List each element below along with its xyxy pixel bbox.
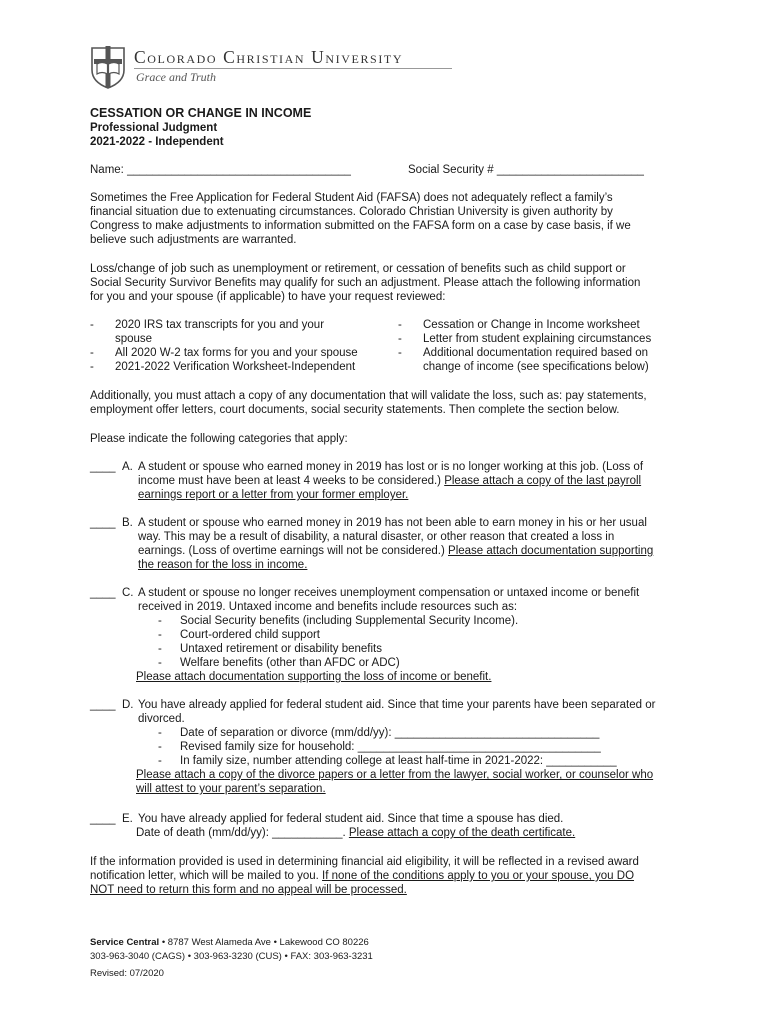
footer-phones: 303-963-3040 (CAGS) • 303-963-3230 (CUS) • FAX: 303-963-3231 xyxy=(90,951,373,962)
loss-line: Loss/change of job such as unemployment or retirement, or cessation of benefits such as child support or xyxy=(90,263,626,275)
category-text: income must have been at least 4 weeks to be considered.) xyxy=(138,475,445,487)
closing-emphasis: NOT need to return this form and no appeal will be processed. xyxy=(90,884,407,896)
category-text: You have already applied for federal student aid. Since that time a spouse has died. xyxy=(138,813,564,825)
bullet-dash: - xyxy=(90,319,94,331)
additional-line: employment offer letters, court documents, social security statements. Then complete the section below. xyxy=(90,404,620,416)
list-item xyxy=(90,642,690,656)
university-name: Colorado Christian University xyxy=(134,47,404,67)
footer-office: Service Central xyxy=(90,937,160,948)
list-item xyxy=(90,614,690,628)
category-instruction: earnings report or a letter from your former employer. xyxy=(138,489,409,501)
bullet-dash: - xyxy=(90,361,94,373)
category-label: B. xyxy=(122,517,133,529)
bullet-dash: - xyxy=(398,333,402,345)
list-item xyxy=(90,332,380,346)
category-text: A student or spouse no longer receives unemployment compensation or untaxed income or benefit xyxy=(138,587,640,599)
bullet-dash: - xyxy=(158,755,162,767)
category-b xyxy=(90,516,690,572)
category-instruction: the reason for the loss in income. xyxy=(138,559,308,571)
list-item-text: Social Security benefits (including Supplemental Security Income). xyxy=(180,615,519,627)
list-item-text: Cessation or Change in Income worksheet xyxy=(423,319,640,331)
bullet-spacer xyxy=(90,332,115,346)
intro-line: Sometimes the Free Application for Federal Student Aid (FAFSA) does not adequately reflect a family’s xyxy=(90,192,613,204)
list-item xyxy=(398,332,698,346)
list-item xyxy=(90,656,690,670)
category-label: C. xyxy=(122,587,134,599)
closing-line: notification letter, which will be mailed to you. xyxy=(90,870,323,882)
bullet-spacer xyxy=(398,360,423,374)
category-instruction: Please attach a copy of the death certificate. xyxy=(348,827,576,839)
revised-date: Revised: 07/2020 xyxy=(90,968,164,979)
category-instruction: Please attach a copy of the last payroll xyxy=(444,475,642,487)
category-label: E. xyxy=(122,813,133,825)
additional-line: Additionally, you must attach a copy of any documentation that will validate the loss, such as: pay statements, xyxy=(90,390,647,402)
category-label: A. xyxy=(122,461,133,473)
category-instruction: Please attach documentation supporting the loss of income or benefit. xyxy=(136,671,492,683)
additional-paragraph xyxy=(90,389,690,417)
category-text: A student or spouse who earned money in 2019 has lost or is no longer working at this job. (Loss of xyxy=(138,461,644,473)
intro-line: financial situation due to extenuating circumstances. Colorado Christian University is given authority by xyxy=(90,206,613,218)
list-item-text: Court-ordered child support xyxy=(180,629,320,641)
loss-line: Social Security Survivor Benefits may qualify for such an adjustment. Please attach the following information xyxy=(90,277,641,289)
bullet-dash: - xyxy=(158,727,162,739)
intro-paragraph xyxy=(90,191,690,247)
list-item xyxy=(90,318,380,332)
separation-date-field[interactable]: Date of separation or divorce (mm/dd/yy): ________________________________ xyxy=(180,727,600,739)
category-instruction: will attest to your parent’s separation. xyxy=(136,783,326,795)
list-item-text: change of income (see specifications below) xyxy=(423,361,649,373)
bible-shield-icon xyxy=(88,44,128,90)
list-item xyxy=(90,740,690,754)
category-label: D. xyxy=(122,699,134,711)
category-text: way. This may be a result of disability, a natural disaster, or other reason that created a loss in xyxy=(138,531,615,543)
list-item xyxy=(90,754,690,768)
bullet-dash: - xyxy=(158,629,162,641)
category-text: received in 2019. Untaxed income and benefits include resources such as: xyxy=(138,601,518,613)
category-d xyxy=(90,698,690,796)
list-item xyxy=(90,628,690,642)
ssn-field[interactable]: Social Security # _______________________ xyxy=(408,164,644,176)
loss-line: for you and your spouse (if applicable) to have your request reviewed: xyxy=(90,291,446,303)
required-docs-right xyxy=(398,318,698,374)
category-text: You have already applied for federal student aid. Since that time your parents have been separated or xyxy=(138,699,656,711)
bullet-dash: - xyxy=(398,319,402,331)
list-item xyxy=(398,360,698,374)
indicate-heading: Please indicate the following categories that apply: xyxy=(90,433,348,445)
category-instruction: Please attach a copy of the divorce papers or a letter from the lawyer, social worker, or counselor who xyxy=(136,769,654,781)
list-item xyxy=(398,318,698,332)
bullet-dash: - xyxy=(398,347,402,359)
bullet-dash: - xyxy=(158,657,162,669)
bullet-dash: - xyxy=(158,615,162,627)
list-item xyxy=(90,360,380,374)
checkbox-blank-b[interactable]: ____ xyxy=(90,517,116,529)
form-year: 2021-2022 - Independent xyxy=(90,136,224,148)
closing-line: If the information provided is used in determining financial aid eligibility, it will be reflected in a revised award xyxy=(90,856,639,868)
intro-line: Congress to make adjustments to information submitted on the FAFSA form on a case by case basis, if we xyxy=(90,220,631,232)
checkbox-blank-a[interactable]: ____ xyxy=(90,461,116,473)
category-a xyxy=(90,460,690,502)
closing-emphasis: If none of the conditions apply to you or your spouse, you DO xyxy=(322,870,635,882)
name-field[interactable]: Name: ___________________________________ xyxy=(90,164,351,176)
header-rule xyxy=(134,68,452,69)
list-item xyxy=(90,726,690,740)
list-item-text: spouse xyxy=(115,333,153,345)
death-date-field[interactable]: Date of death (mm/dd/yy): ___________. xyxy=(136,827,349,839)
loss-paragraph xyxy=(90,262,690,304)
list-item-text: Additional documentation required based on xyxy=(423,347,649,359)
checkbox-blank-e[interactable]: ____ xyxy=(90,813,116,825)
form-title: CESSATION OR CHANGE IN INCOME xyxy=(90,106,312,120)
footer xyxy=(90,937,690,980)
list-item-text: Welfare benefits (other than AFDC or ADC) xyxy=(180,657,400,669)
list-item xyxy=(398,346,698,360)
required-docs-left xyxy=(90,318,380,374)
list-item-text: Letter from student explaining circumstances xyxy=(423,333,652,345)
bullet-dash: - xyxy=(158,741,162,753)
university-tagline: Grace and Truth xyxy=(136,70,217,84)
category-text: A student or spouse who earned money in 2019 has not been able to earn money in his or her usual xyxy=(138,517,647,529)
list-item-text: All 2020 W-2 tax forms for you and your spouse xyxy=(115,347,358,359)
family-size-field[interactable]: Revised family size for household: ______________________________________ xyxy=(180,741,601,753)
checkbox-blank-c[interactable]: ____ xyxy=(90,587,116,599)
bullet-dash: - xyxy=(158,643,162,655)
list-item-text: 2021-2022 Verification Worksheet-Independent xyxy=(115,361,356,373)
checkbox-blank-d[interactable]: ____ xyxy=(90,699,116,711)
list-item-text: 2020 IRS tax transcripts for you and your xyxy=(115,319,325,331)
intro-line: believe such adjustments are warranted. xyxy=(90,234,297,246)
category-e xyxy=(90,812,690,840)
list-item xyxy=(90,346,380,360)
bullet-dash: - xyxy=(90,347,94,359)
category-text: divorced. xyxy=(138,713,185,725)
list-item-text: Untaxed retirement or disability benefits xyxy=(180,643,382,655)
category-text: earnings. (Loss of overtime earnings will not be considered.) xyxy=(138,545,449,557)
attending-college-field[interactable]: In family size, number attending college at least half-time in 2021-2022: ___________ xyxy=(180,755,617,767)
closing-paragraph xyxy=(90,855,690,897)
form-subtitle: Professional Judgment xyxy=(90,122,218,134)
footer-address: • 8787 West Alameda Ave • Lakewood CO 80226 xyxy=(159,937,369,948)
category-c xyxy=(90,586,690,684)
category-instruction: Please attach documentation supporting xyxy=(448,545,654,557)
